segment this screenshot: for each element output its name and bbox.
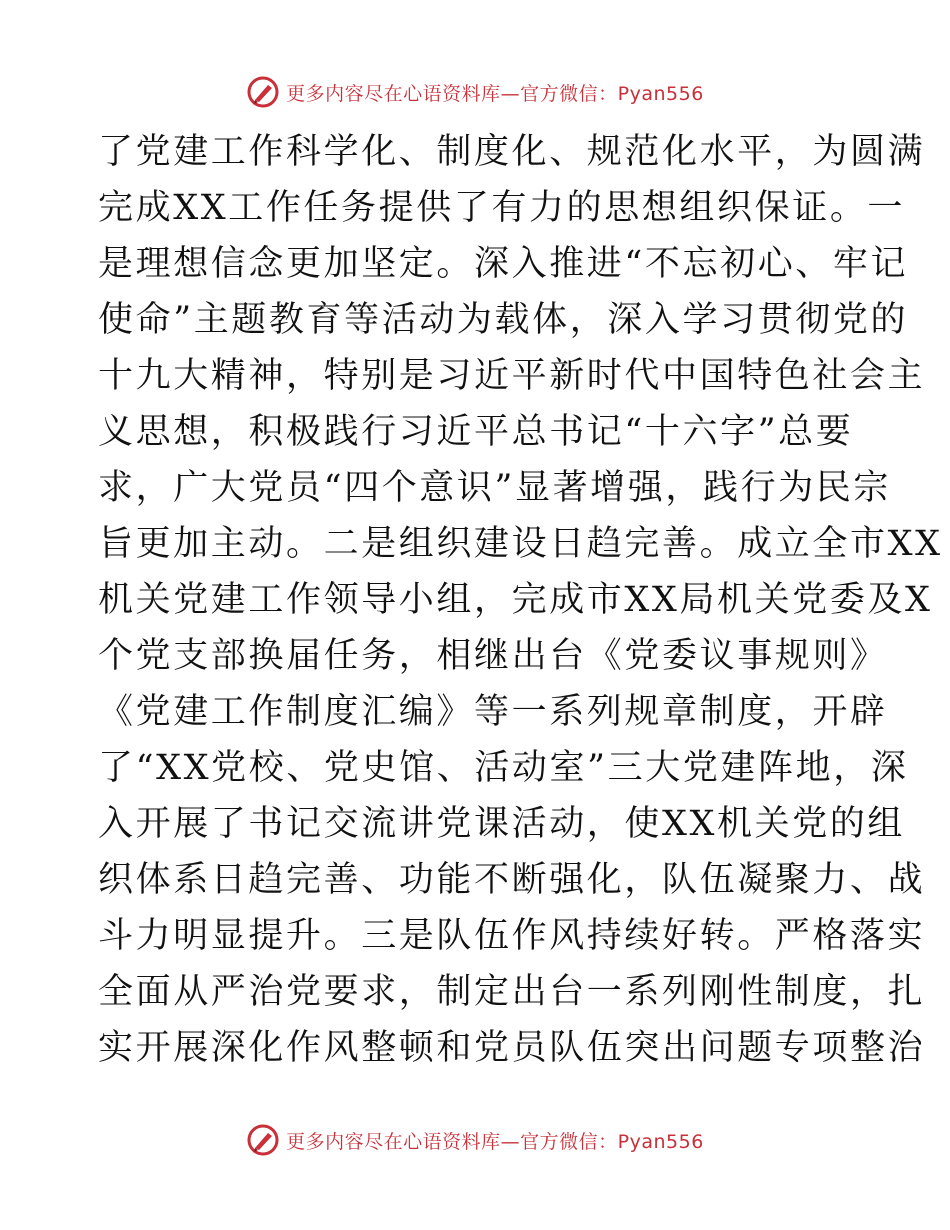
text-line: 义思想，积极践行习近平总书记“十六字”总要 (98, 412, 854, 452)
text-line: 斗力明显提升。三是队伍作风持续好转。严格落实 (98, 916, 926, 956)
text-line: 旨更加主动。二是组织建设日趋完善。成立全市XX (98, 524, 943, 564)
text-line: 求，广大党员“四个意识”显著增强，践行为民宗 (98, 468, 891, 508)
pen-logo-icon (246, 1123, 280, 1157)
text-line: 全面从严治党要求，制定出台一系列刚性制度，扎 (98, 972, 926, 1012)
text-line: 机关党建工作领导小组，完成市XX局机关党委及X (98, 580, 933, 620)
text-line: 织体系日趋完善、功能不断强化，队伍凝聚力、战 (98, 860, 926, 900)
text-line: 了党建工作科学化、制度化、规范化水平，为圆满 (98, 132, 926, 172)
header-banner (0, 72, 950, 112)
footer-banner (0, 1120, 950, 1160)
text-line: 十九大精神，特别是习近平新时代中国特色社会主 (98, 356, 926, 396)
document-body (98, 124, 943, 1076)
text-line: 了“XX党校、党史馆、活动室”三大党建阵地，深 (98, 748, 909, 788)
header-banner-text: 更多内容尽在心语资料库—官方微信：Pyan556 (286, 82, 704, 105)
text-line: 《党建工作制度汇编》等一系列规章制度，开辟 (98, 692, 888, 732)
pen-logo-icon (246, 75, 280, 109)
text-line: 入开展了书记交流讲党课活动，使XX机关党的组 (98, 804, 906, 844)
text-line: 个党支部换届任务，相继出台《党委议事规则》 (98, 636, 888, 676)
text-line: 实开展深化作风整顿和党员队伍突出问题专项整治 (98, 1028, 926, 1068)
footer-banner-text: 更多内容尽在心语资料库—官方微信：Pyan556 (286, 1130, 704, 1153)
text-line: 使命”主题教育等活动为载体，深入学习贯彻党的 (98, 300, 909, 340)
text-line: 是理想信念更加坚定。深入推进“不忘初心、牢记 (98, 244, 909, 284)
text-line: 完成XX工作任务提供了有力的思想组织保证。一 (98, 188, 906, 228)
